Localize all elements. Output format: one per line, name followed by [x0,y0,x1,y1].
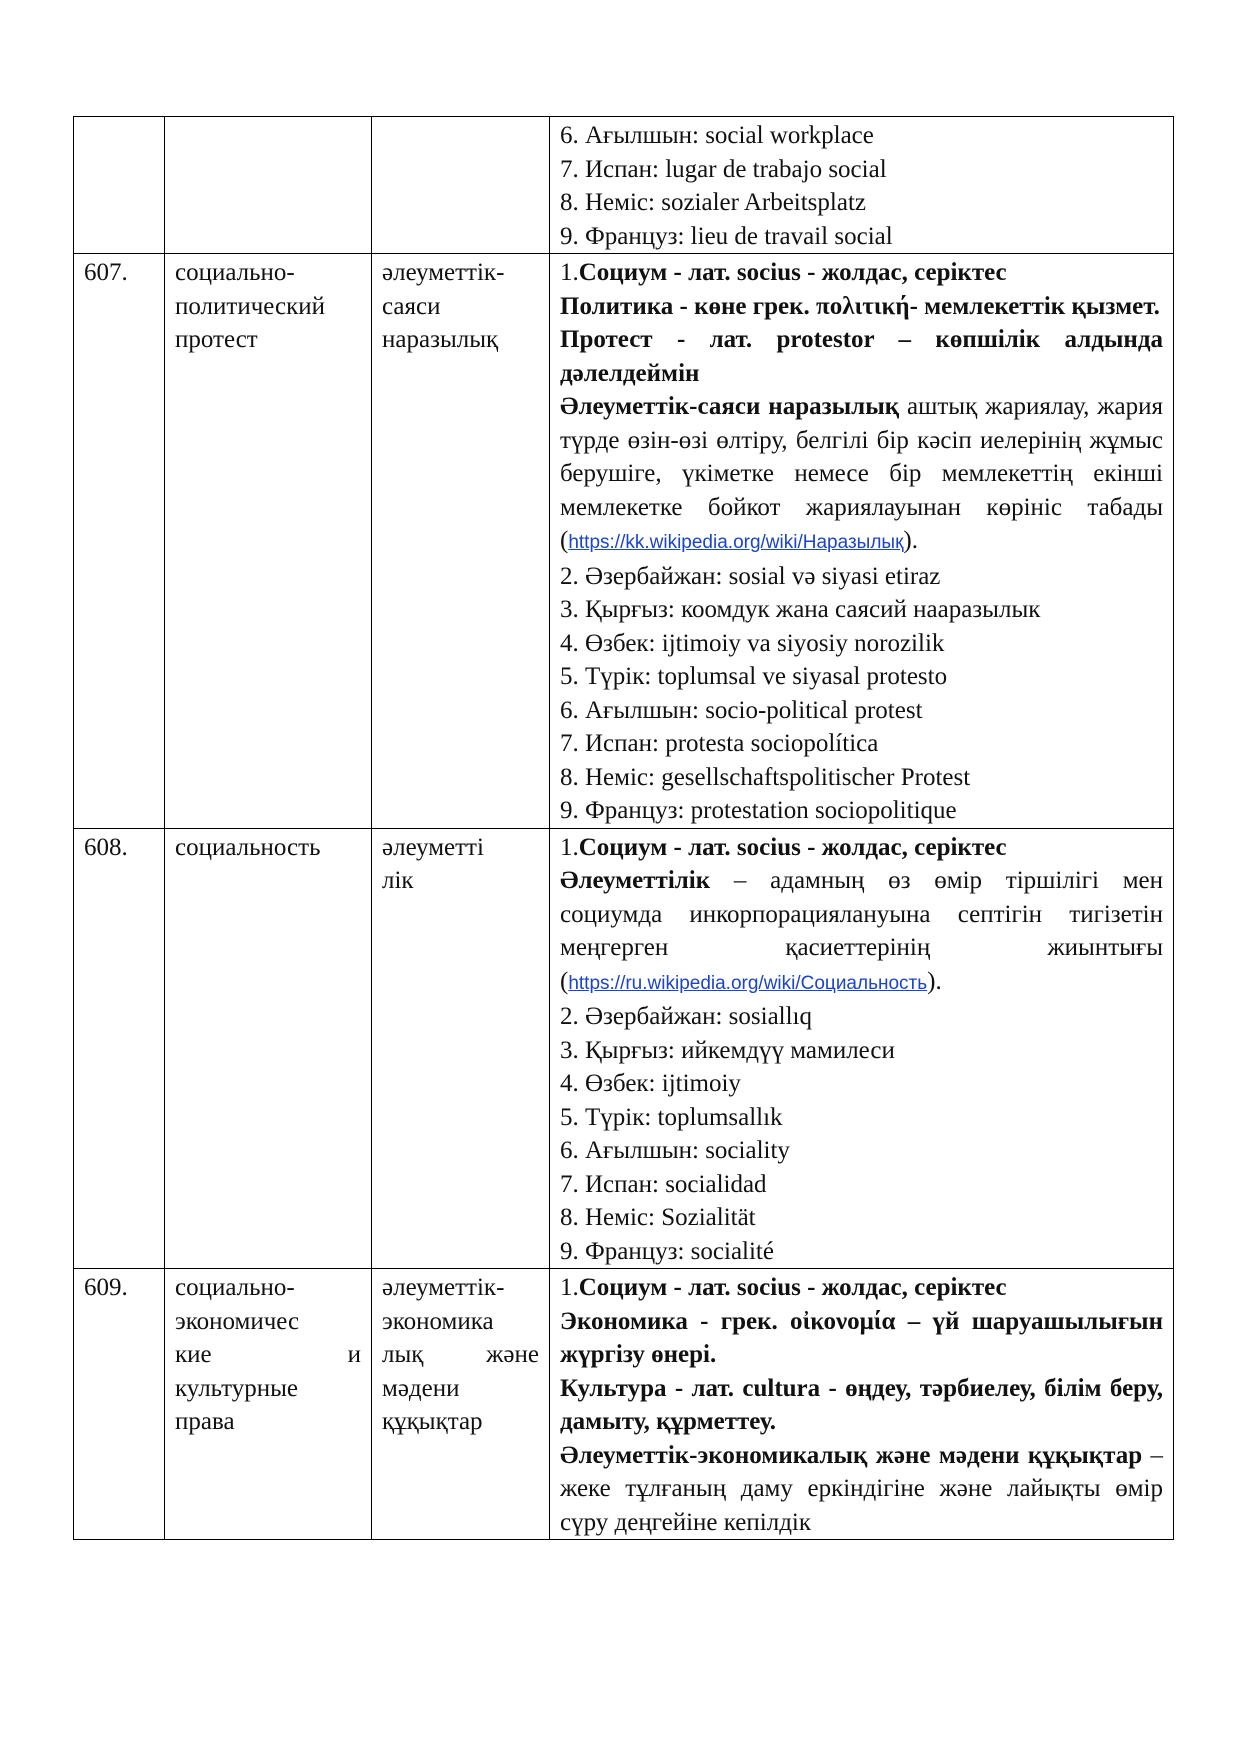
defined-term: Әлеуметтік-экономикалық және мәдени құқықтар [560,1441,1143,1469]
kazakh-term-line: әлеуметтік- [382,259,505,286]
translation-line: 5. Түрік: toplumsallık [560,1103,783,1131]
etymology-line: Протест - лат. protestor – көпшілік алдында дәлелдеймін [560,326,1163,387]
table-row-608 [74,828,1174,1269]
russian-term-cell [165,828,372,1269]
translation-line: 3. Қырғыз: коомдук жана саясий нааразылык [560,596,1041,623]
kazakh-term-cell [372,254,550,829]
etymology-line: Культура - лат. cultura - өңдеу, тәрбиелеу, білім беру, дамыту, құрметтеу. [560,1374,1163,1435]
number-cell [74,117,165,254]
translation-line: 9. Француз: socialité [560,1237,774,1265]
translation-line: 4. Өзбек: ijtimoiy [560,1070,741,1097]
russian-term-line: кие и [175,1341,361,1368]
translation-line: 4. Өзбек: ijtimoiy va siyosiy norozilik [560,629,945,657]
russian-term-line: экономичес [175,1307,300,1335]
kazakh-term-cell [372,117,550,254]
kazakh-term-line: мәдени [382,1374,460,1402]
translation-line: 8. Неміс: Sozialität [560,1204,756,1231]
etymology-line: 1.Социум - лат. socius - жолдас, серіктес [560,1274,1007,1301]
translation-line: 9. Француз: lieu de travail social [560,222,893,250]
kazakh-term-line: әлеуметтік- [382,1274,505,1301]
etymology-line: 1.Социум - лат. socius - жолдас, серіктес [560,259,1007,286]
translation-line: 6. Ағылшын: social workplace [560,122,874,149]
table-row-607 [74,254,1174,829]
russian-term-line: социально- [175,1274,295,1301]
defined-term: Әлеуметтік-саяси наразылық [560,393,900,420]
russian-term-line: культурные [175,1374,298,1402]
definition-cell [550,828,1174,1269]
entry-number: 609. [74,1269,165,1540]
dictionary-table [73,116,1174,1540]
kazakh-term-line: құқықтар [382,1408,483,1435]
etymology-line: 1.Социум - лат. socius - жолдас, серіктес [560,833,1007,861]
etymology-line: Политика - көне грек. πολιτική- мемлекеттік қызмет. [560,292,1160,320]
table-row-609 [74,1269,1174,1540]
translation-line: 5. Түрік: toplumsal ve siyasal protesto [560,663,948,690]
definition-cell [550,254,1174,829]
definition-text: Әлеуметтік-саяси наразылық аштық жариялау, жария түрде өзін-өзі өлтіру, белгілі бір кәсіп иелерінің жұмыс берушіге, үкіметке немесе бір мемлекеттің екінші мемлекетке бойкот жариялауынан көрініс табады (https://kk.wikipedia.org/wiki/Наразылық). [560,393,1163,554]
translation-line: 6. Ағылшын: sociality [560,1137,790,1164]
kazakh-term-cell [372,828,550,1269]
russian-term-line: политический [175,292,325,320]
translation-line: 2. Әзербайжан: sosial və siyasi etiraz [560,562,941,590]
russian-term-line: права [175,1408,235,1435]
translation-line: 7. Испан: socialidad [560,1170,767,1198]
kazakh-term-cell [372,1269,550,1540]
translation-line: 2. Әзербайжан: sosiallıq [560,1003,813,1030]
translation-line: 8. Неміс: gesellschaftspolitischer Protest [560,763,971,791]
kazakh-term-line: лық және [382,1341,539,1368]
kazakh-term-line: әлеуметті [382,833,484,861]
kazakh-term-line: наразылық [382,326,499,353]
definition-text: Әлеуметтілік – адамның өз өмір тіршілігі мен социумда инкорпорациялануына септігін тигізетін меңгерген қасиеттерінің жиынтығы (https://ru.wikipedia.org/wiki/Социальность). [560,867,1163,995]
russian-term-cell [165,254,372,829]
translation-line: 7. Испан: protesta sociopolítica [560,730,879,757]
translation-line: 3. Қырғыз: ийкемдүү мамилеси [560,1036,895,1064]
table-row-continuation [74,117,1174,254]
russian-term-line: протест [175,326,258,353]
translation-line: 9. Француз: protestation sociopolitique [560,797,957,824]
kazakh-term-line: саяси [382,292,441,320]
defined-term: Әлеуметтілік [560,867,711,894]
kazakh-term-line: экономика [382,1307,494,1335]
entry-number: 608. [74,828,165,1269]
entry-number: 607. [74,254,165,829]
russian-term-line: социальность [175,833,321,861]
russian-term-cell [165,1269,372,1540]
russian-term-cell [165,117,372,254]
translation-line: 6. Ағылшын: socio-political protest [560,696,923,724]
definition-text: Әлеуметтік-экономикалық және мәдени құқықтар – жеке тұлғаның даму еркіндігіне және лайықты өмір сүру деңгейіне кепілдік [560,1441,1163,1536]
kazakh-term-line: лік [382,867,414,894]
translation-line: 8. Неміс: sozialer Arbeitsplatz [560,189,866,216]
russian-term-line: социально- [175,259,295,286]
etymology-line: Экономика - грек. οἰκονομία – үй шаруашылығын жүргізу өнері. [560,1307,1163,1368]
source-link[interactable]: https://kk.wikipedia.org/wiki/Наразылық [568,532,904,553]
definition-cell [550,1269,1174,1540]
translation-line: 7. Испан: lugar de trabajo social [560,155,887,183]
source-link[interactable]: https://ru.wikipedia.org/wiki/Социальность [568,972,928,994]
definition-cell [550,117,1174,254]
